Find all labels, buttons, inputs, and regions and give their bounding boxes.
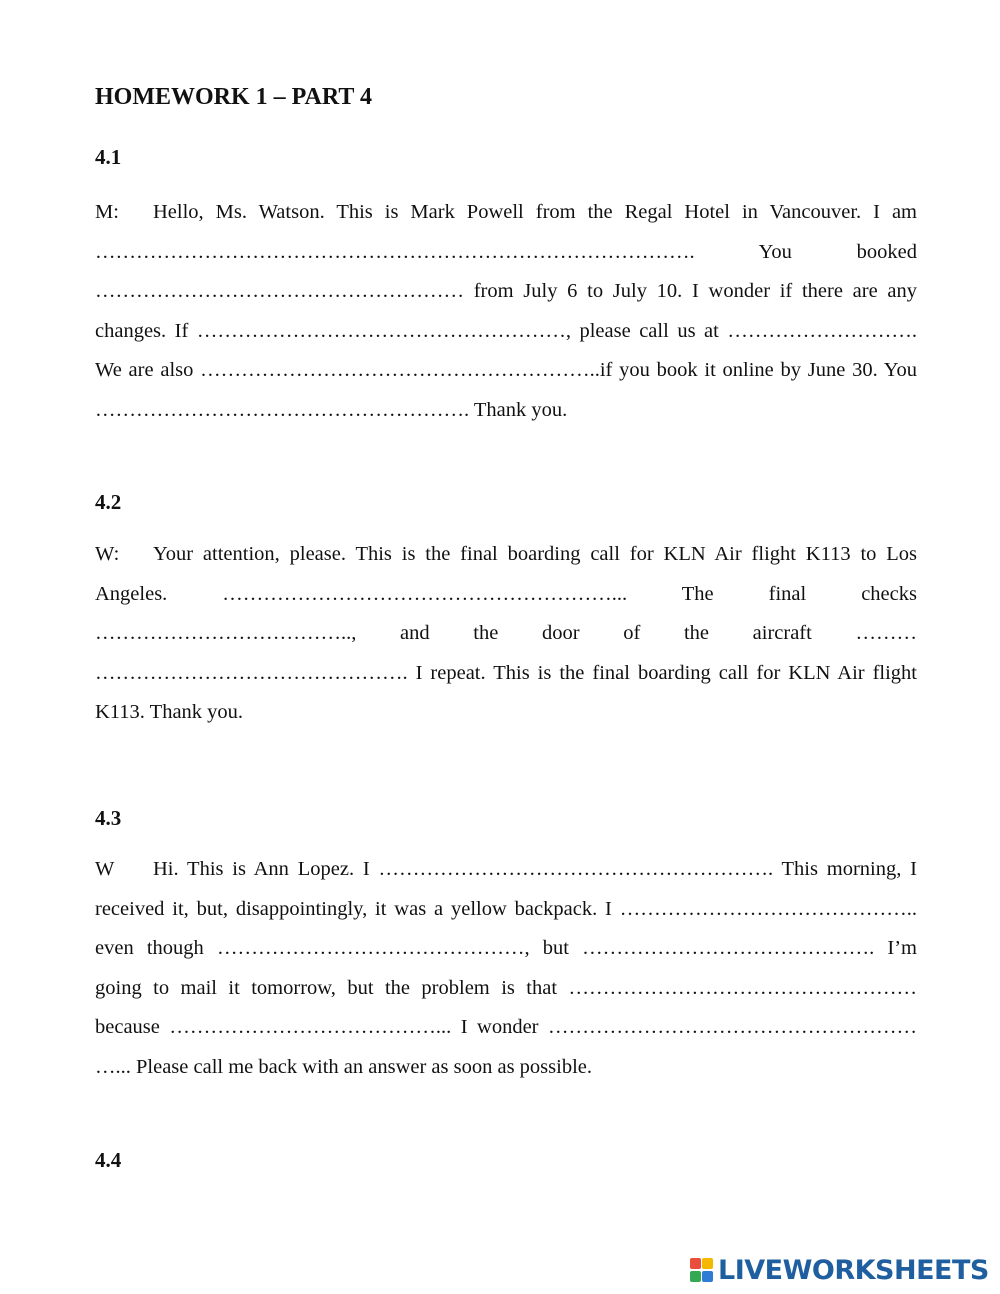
mark-tile-red	[690, 1258, 701, 1269]
section-heading-4-1: 4.1	[95, 145, 122, 169]
section-heading-4-2: 4.2	[95, 490, 122, 514]
speaker-label: W	[95, 858, 115, 880]
logo-text: LIVEWORKSHEETS	[718, 1254, 989, 1286]
liveworksheets-mark-icon	[690, 1256, 716, 1284]
speaker-label: M:	[95, 201, 119, 223]
section-4-2-paragraph	[95, 535, 917, 733]
section-heading-4-3: 4.3	[95, 806, 122, 830]
mark-tile-yellow	[702, 1258, 713, 1269]
section-4-1-paragraph	[95, 193, 917, 430]
page-title: HOMEWORK 1 – PART 4	[95, 84, 372, 110]
dialogue-text: Hello, Ms. Watson. This is Mark Powell from the Regal Hotel in Vancouver. I am ……………………………………………………………………………. You booked ……………………………………………… from July 6 to July 10. I wonder if there are any changes. If ………………………………………………, please call us at ………………………. We are also …………………………………………………..if you book it online by June 30. You ………………………………………………. Thank you.	[95, 201, 917, 421]
speaker-label: W:	[95, 543, 120, 565]
liveworksheets-logo	[690, 1254, 989, 1286]
mark-tile-blue	[702, 1271, 713, 1282]
dialogue-text: Hi. This is Ann Lopez. I …………………………………………………. This morning, I received it, but, disappointingly, it was a yellow backpack. I …………………………………….. even though ………………………………………, but ……………………………………. I’m going to mail it tomorrow, but the problem is that …………………………………………… because …………………………………... I wonder ……………………………………………… …... Please call me back with an answer as soon as possible.	[95, 858, 917, 1078]
section-heading-4-4: 4.4	[95, 1148, 122, 1172]
dialogue-text: Your attention, please. This is the final boarding call for KLN Air flight K113 to Los Angeles. …………………………………………………... The final checks ……………………………….., and the door of the aircraft ……… ………………………………………. I repeat. This is the final boarding call for KLN Air flight K113. Thank you.	[95, 543, 917, 723]
mark-tile-green	[690, 1271, 701, 1282]
section-4-3-paragraph	[95, 850, 917, 1087]
